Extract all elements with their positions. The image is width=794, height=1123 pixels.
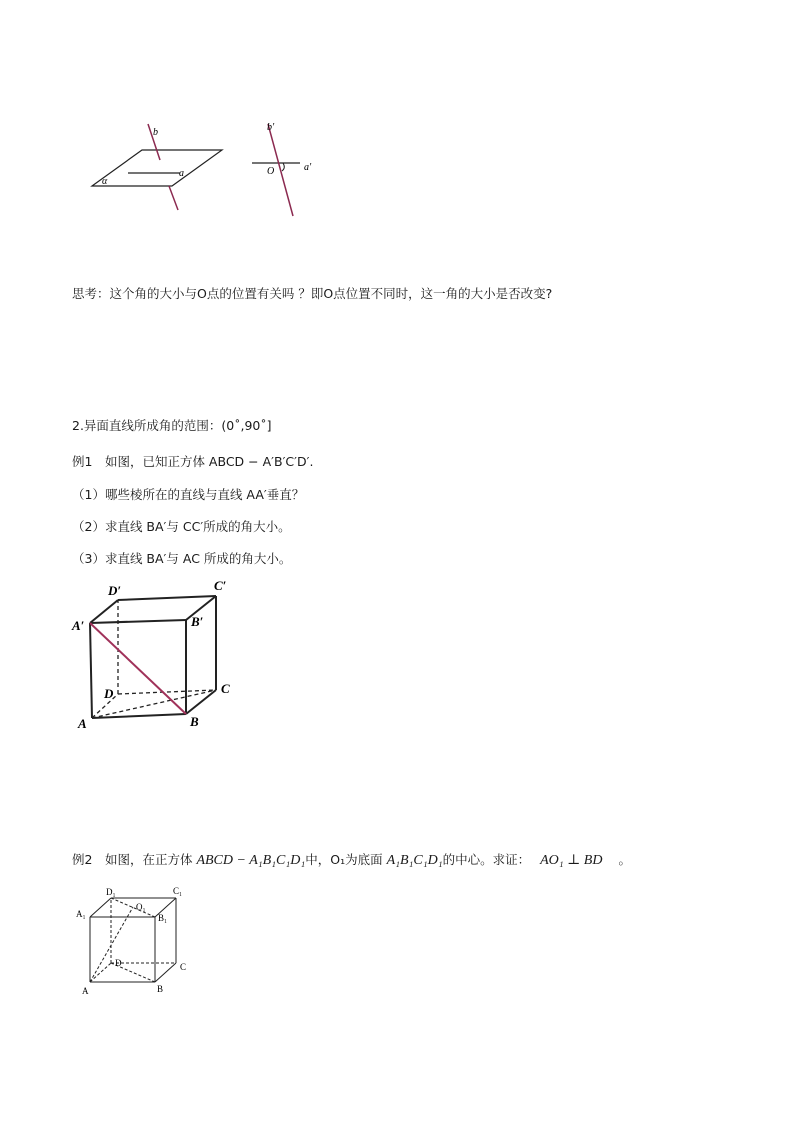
edge-a-d: [90, 963, 111, 982]
edge-a1-b1: [90, 620, 186, 623]
example-2-statement: [72, 850, 631, 869]
label-b: B: [157, 984, 164, 994]
skew-lines-figure: [80, 110, 360, 225]
angle-arc: [282, 163, 284, 171]
label-o1: O₁: [136, 902, 146, 912]
label-a: a: [179, 168, 184, 179]
example-2-prefix: 例2 如图，在正方体: [72, 852, 193, 867]
label-d: D: [115, 958, 122, 968]
label-a: A: [82, 986, 89, 996]
label-a: A: [78, 716, 87, 731]
edge-a1-d1: [90, 600, 118, 623]
label-a-prime: a′: [304, 162, 312, 173]
edge-a1-d1: [90, 898, 111, 917]
label-b-prime: B′: [191, 614, 204, 629]
label-d: D: [104, 686, 114, 701]
segment-a-o1: [90, 907, 133, 982]
cube-figure-example-2: [75, 884, 195, 999]
label-c: C: [221, 681, 230, 696]
example-2-mid-2: 的中心。求证：: [442, 852, 531, 867]
example-2-face: A₁B₁C₁D₁: [386, 853, 443, 868]
label-c: C: [180, 962, 187, 972]
label-alpha: α: [102, 176, 108, 187]
label-b-prime: b′: [267, 122, 275, 133]
label-b: b: [153, 127, 158, 138]
label-d-prime: D′: [108, 583, 122, 598]
example-2-claim: AO₁ ⊥ BD: [540, 853, 603, 868]
plane-alpha-outline: [92, 150, 222, 186]
example-1-question-3: （3）求直线 BA′与 AC 所成的角大小。: [72, 551, 292, 566]
example-2-end: 。: [618, 852, 631, 867]
example-2-cube: ABCD − A₁B₁C₁D₁: [196, 853, 306, 868]
label-b: B: [190, 714, 199, 729]
section-2-title: 2.异面直线所成角的范围：(0˚,90˚]: [72, 418, 272, 433]
example-1-question-2: （2）求直线 BA′与 CC′所成的角大小。: [72, 519, 291, 534]
example-2-mid-1: 中，O₁为底面: [305, 852, 383, 867]
example-1-question-1: （1）哪些棱所在的直线与直线 AA′垂直？: [72, 487, 305, 502]
label-c-prime: C′: [214, 578, 227, 593]
label-o: O: [267, 166, 275, 177]
label-c1: C₁: [173, 886, 183, 896]
edge-a-a1: [90, 623, 92, 718]
edge-b-c: [155, 963, 176, 982]
edge-b-c: [186, 690, 216, 714]
example-1-stem: 例1 如图，已知正方体 ABCD − A′B′C′D′.: [72, 454, 314, 469]
edge-d1-c1: [118, 596, 216, 600]
line-b-lower: [169, 186, 178, 210]
label-a-prime: A′: [72, 618, 85, 633]
label-a1: A₁: [76, 909, 86, 919]
label-b1: B₁: [158, 913, 168, 923]
think-question: 思考：这个角的大小与O点的位置有关吗 ？即O点位置不同时，这一角的大小是否改变?: [72, 286, 553, 301]
cube-figure-example-1: [70, 578, 245, 733]
label-d1: D₁: [106, 887, 116, 897]
